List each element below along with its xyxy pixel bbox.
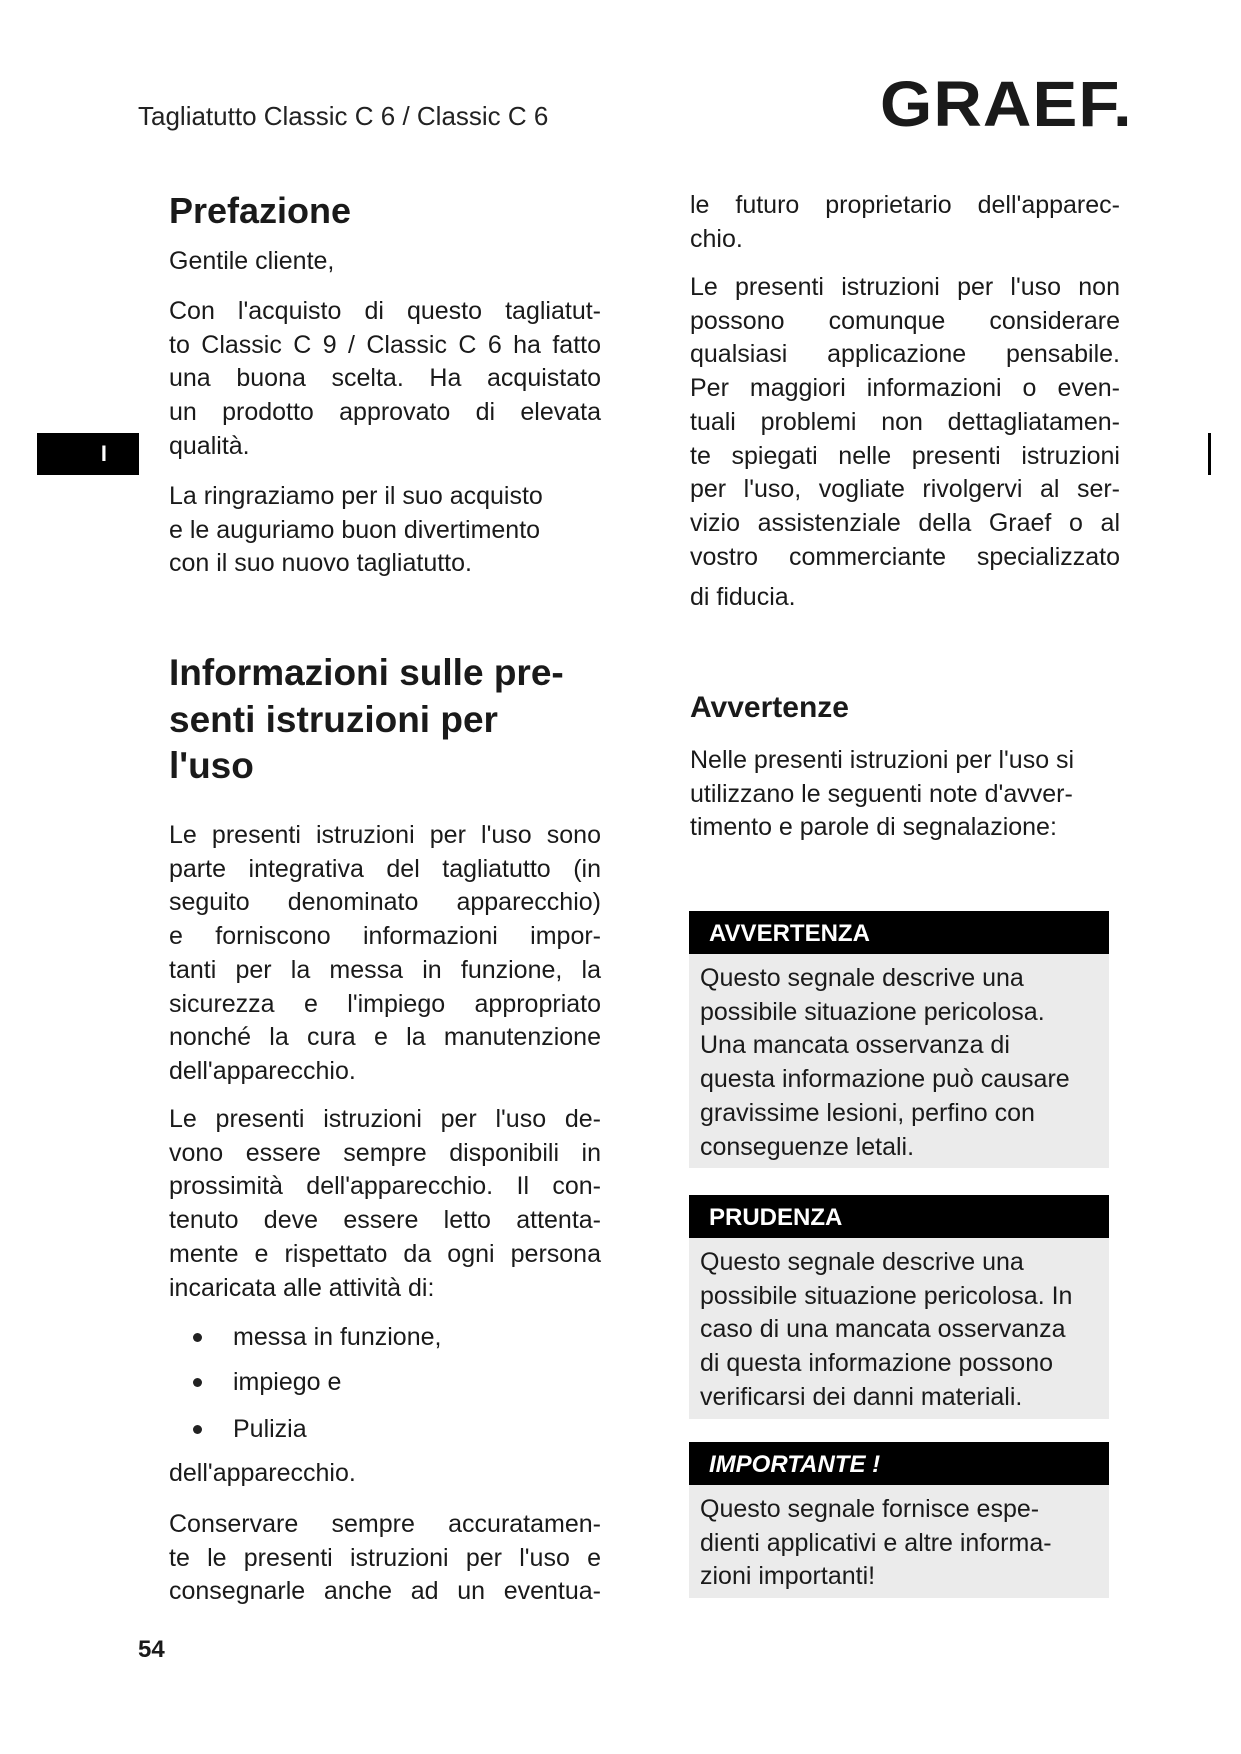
text-line: conseguenze letali. [700, 1132, 915, 1161]
text-line: tuali problemi non dettagliatamen- [690, 407, 1120, 436]
text-line: qualità. [169, 431, 250, 460]
text-line: tanti per la messa in funzione, la [169, 955, 601, 984]
text-line: Per maggiori informazioni o even- [690, 374, 1120, 403]
document-header-title: Tagliatutto Classic C 6 / Classic C 6 [138, 101, 549, 131]
limits-paragraph [690, 271, 1120, 574]
text-line: Nelle presenti istruzioni per l'uso si [690, 746, 1075, 774]
text-line: chio. [690, 224, 743, 253]
text-line: caso di una mancata osservanza [700, 1315, 1066, 1344]
preface-heading: Prefazione [169, 190, 352, 231]
text-line: La ringraziamo per il suo acquisto [169, 482, 543, 510]
text-line: gravissime lesioni, perfino con [700, 1098, 1035, 1127]
bullet-text: Pulizia [233, 1415, 307, 1443]
text-line: dell'apparecchio. [169, 1459, 356, 1487]
text-line: vizio assistenziale della Graef o al [690, 508, 1120, 537]
warning-box-text [689, 954, 1109, 1168]
text-line: prossimità dell'apparecchio. Il con- [169, 1172, 601, 1201]
text-line: Questo segnale fornisce espe- [700, 1495, 1040, 1523]
warnings-intro [690, 744, 1120, 845]
bullet-icon [193, 1378, 202, 1387]
text-line: Questo segnale descrive una [700, 1248, 1024, 1276]
keep-paragraph [169, 1508, 601, 1609]
text-line: te le presenti istruzioni per l'uso e [169, 1543, 601, 1572]
page-edge-marker [1208, 433, 1211, 475]
text-line: sicurezza e l'impiego appropriato [169, 989, 601, 1018]
page-number: 54 [138, 1636, 165, 1663]
limits-end [690, 581, 1120, 615]
text-line: consegnarle anche ad un eventua- [169, 1577, 601, 1606]
text-line: con il suo nuovo tagliatutto. [169, 549, 472, 578]
warning-box-label: IMPORTANTE ! [689, 1442, 1109, 1485]
text-line: Questo segnale descrive una [700, 964, 1024, 992]
bullet-icon [193, 1333, 202, 1342]
text-line: una buona scelta. Ha acquistato [169, 364, 601, 393]
text-line: possono comunque considerare [690, 306, 1120, 335]
bullet-icon [193, 1425, 202, 1434]
text-line: to Classic C 9 / Classic C 6 ha fatto [169, 330, 601, 359]
text-line: seguito denominato apparecchio) [169, 888, 601, 917]
text-line: qualsiasi applicazione pensabile. [690, 340, 1120, 369]
greeting [169, 245, 601, 279]
text-line: di questa informazione possono [700, 1349, 1054, 1378]
text-line: Conservare sempre accuratamen- [169, 1510, 601, 1538]
language-tab: I [37, 433, 139, 475]
warning-box-label: AVVERTENZA [689, 911, 1109, 954]
text-line: timento e parole di segnalazione: [690, 813, 1057, 842]
text-line: l'uso [169, 745, 254, 786]
text-line: Informazioni sulle pre- [169, 652, 564, 693]
text-line: parte integrativa del tagliatutto (in [169, 854, 601, 883]
info-paragraph-2 [169, 1103, 601, 1305]
text-line: e forniscono informazioni impor- [169, 922, 601, 951]
text-line: Gentile cliente, [169, 247, 335, 275]
text-line: un prodotto approvato di elevata [169, 398, 601, 427]
instructions-info-heading [169, 650, 579, 790]
text-line: nonché la cura e la manutenzione [169, 1023, 601, 1052]
bullet-text: impiego e [233, 1368, 342, 1396]
warning-box-avvertenza [689, 911, 1109, 1168]
text-line: Le presenti istruzioni per l'uso de- [169, 1105, 601, 1133]
text-line: verificarsi dei danni materiali. [700, 1382, 1023, 1411]
text-line: vostro commerciante specializzato [690, 542, 1120, 571]
text-line: utilizzano le seguenti note d'avver- [690, 779, 1073, 808]
text-line: te spiegati nelle presenti istruzioni [690, 441, 1120, 470]
text-line: possibile situazione pericolosa. In [700, 1281, 1073, 1310]
text-line: possibile situazione pericolosa. [700, 997, 1045, 1026]
text-line: incaricata alle attività di: [169, 1273, 435, 1302]
text-line: dienti applicativi e altre informa- [700, 1528, 1052, 1557]
warning-box-text [689, 1238, 1109, 1419]
warning-box-text [689, 1485, 1109, 1598]
text-line: Le presenti istruzioni per l'uso non [690, 273, 1120, 301]
info-paragraph-1 [169, 819, 601, 1089]
text-line: zioni importanti! [700, 1562, 876, 1591]
purchase-paragraph [169, 295, 601, 464]
continuation-paragraph [690, 189, 1120, 256]
text-line: e le auguriamo buon divertimento [169, 515, 541, 544]
after-bullets [169, 1457, 601, 1491]
text-line: tenuto deve essere letto attenta- [169, 1206, 601, 1235]
text-line: questa informazione può causare [700, 1065, 1070, 1094]
text-line: senti istruzioni per [169, 698, 498, 740]
text-line: Con l'acquisto di questo tagliatut- [169, 297, 601, 325]
graef-logo: GRAEF. [880, 68, 1133, 140]
text-line: le futuro proprietario dell'apparec- [690, 191, 1120, 219]
text-line: mente e rispettato da ogni persona [169, 1239, 601, 1268]
thanks-paragraph [169, 480, 601, 581]
warning-box-label: PRUDENZA [689, 1195, 1109, 1238]
bullet-text: messa in funzione, [233, 1323, 442, 1351]
text-line: Una mancata osservanza di [700, 1031, 1010, 1060]
text-line: vono essere sempre disponibili in [169, 1138, 601, 1167]
text-line: per l'uso, vogliate rivolgervi al ser- [690, 475, 1120, 504]
text-line: dell'apparecchio. [169, 1056, 356, 1085]
warnings-heading: Avvertenze [690, 691, 849, 724]
text-line: di fiducia. [690, 583, 796, 611]
warning-box-importante [689, 1442, 1109, 1598]
warning-box-prudenza [689, 1195, 1109, 1419]
text-line: Le presenti istruzioni per l'uso sono [169, 821, 601, 849]
